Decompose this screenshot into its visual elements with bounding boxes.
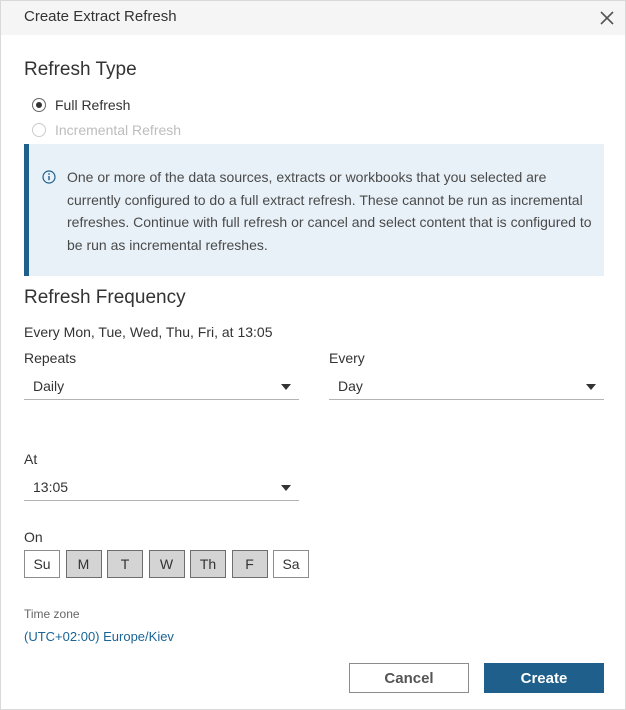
day-toggle-thursday[interactable]: Th [190,550,226,578]
dialog-title: Create Extract Refresh [24,8,177,25]
repeats-label: Repeats [24,350,77,366]
chevron-down-icon [281,485,291,491]
chevron-down-icon [281,384,291,390]
on-label: On [24,529,43,545]
refresh-type-heading: Refresh Type [24,59,137,80]
info-icon [42,170,56,184]
full-refresh-radio-button[interactable] [32,98,46,112]
incremental-refresh-radio-button [32,123,46,137]
weekday-selector [24,550,315,578]
incremental-refresh-label: Incremental Refresh [55,122,182,138]
every-value: Day [338,378,363,394]
at-label: At [24,451,38,467]
every-select[interactable] [329,374,604,400]
refresh-frequency-heading: Refresh Frequency [24,287,186,308]
at-time-value: 13:05 [33,479,69,495]
day-toggle-saturday[interactable]: Sa [273,550,309,578]
schedule-summary: Every Mon, Tue, Wed, Thu, Fri, at 13:05 [24,324,273,340]
create-button[interactable]: Create [484,663,604,693]
day-toggle-monday[interactable]: M [66,550,102,578]
at-time-select[interactable] [24,475,299,501]
cancel-button[interactable]: Cancel [349,663,469,693]
every-label: Every [329,350,365,366]
day-toggle-tuesday[interactable]: T [107,550,143,578]
day-toggle-sunday[interactable]: Su [24,550,60,578]
full-refresh-radio[interactable] [32,95,130,115]
info-message-box [24,144,604,276]
timezone-label: Time zone [24,607,80,621]
chevron-down-icon [586,384,596,390]
incremental-refresh-radio [32,120,181,140]
repeats-value: Daily [33,378,65,394]
repeats-select[interactable] [24,374,299,400]
dialog-header [1,1,625,35]
timezone-link[interactable]: (UTC+02:00) Europe/Kiev [24,629,174,644]
full-refresh-label: Full Refresh [55,97,131,113]
day-toggle-friday[interactable]: F [232,550,268,578]
info-message-text: One or more of the data sources, extracts or workbooks that you selected are currently configured to do a full extract refresh. These cannot be run as incremental refreshes. Continue with full refresh or cancel and select content that is configured to be run as incremental refreshes. [67,169,592,253]
close-icon[interactable] [596,7,618,29]
day-toggle-wednesday[interactable]: W [149,550,185,578]
